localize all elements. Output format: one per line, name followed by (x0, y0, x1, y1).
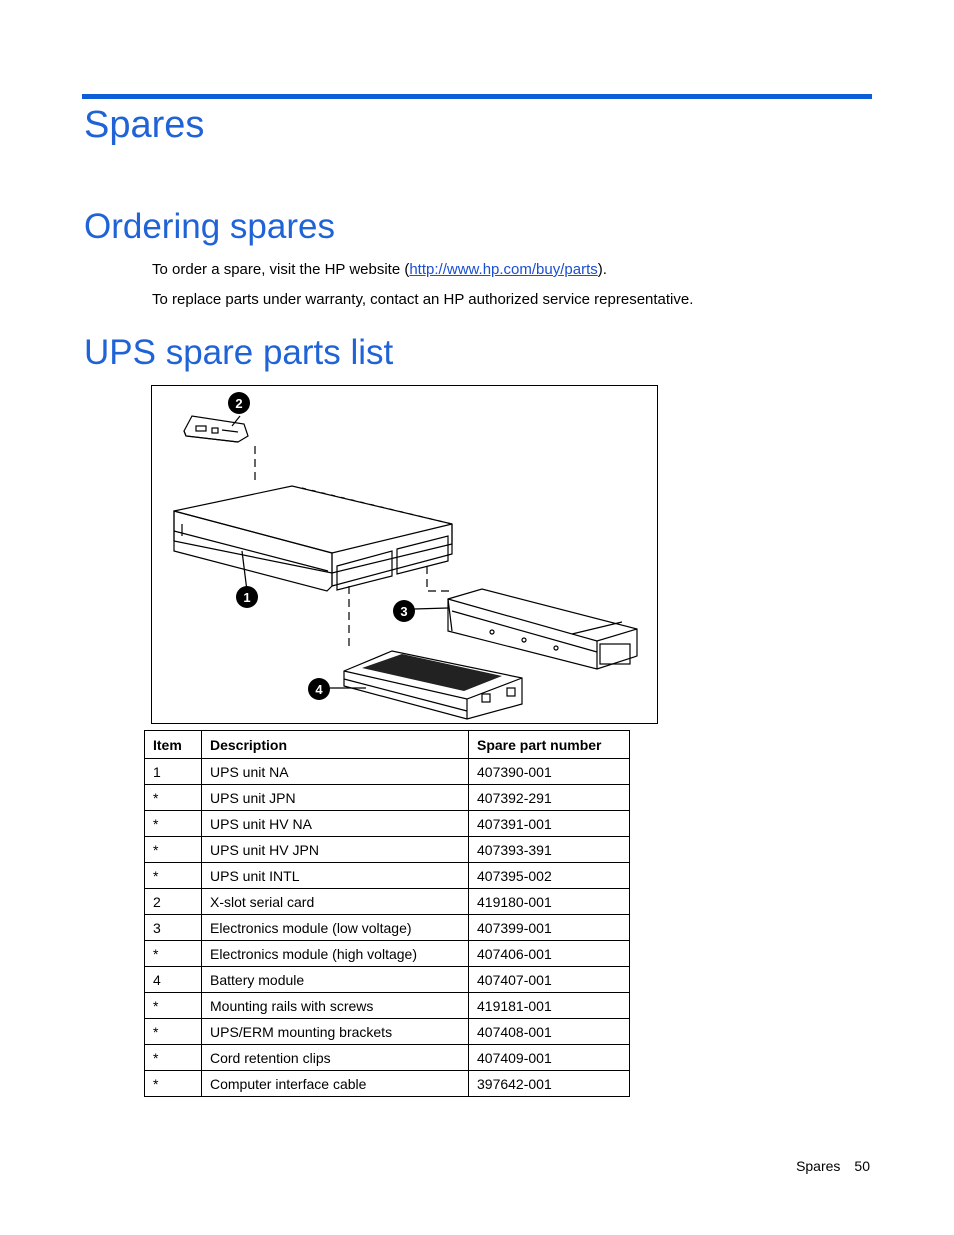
table-row (145, 1019, 630, 1045)
page-title: Spares (84, 104, 205, 146)
cell-part-number: 419181-001 (469, 993, 630, 1019)
header-description: Description (202, 731, 469, 759)
cell-item: * (145, 993, 202, 1019)
ups-diagram-svg (152, 386, 657, 723)
battery-module-drawing (344, 651, 522, 719)
section-title-ups: UPS spare parts list (84, 333, 394, 372)
cell-description: UPS unit JPN (202, 785, 469, 811)
cell-description: Electronics module (low voltage) (202, 915, 469, 941)
callout-4 (308, 678, 330, 700)
callout-3-label: 3 (400, 604, 408, 619)
cell-part-number: 419180-001 (469, 889, 630, 915)
footer-page-number: 50 (854, 1158, 870, 1174)
cell-item: * (145, 863, 202, 889)
table-row (145, 993, 630, 1019)
table-row (145, 837, 630, 863)
warranty-paragraph: To replace parts under warranty, contact an HP authorized service representative. (152, 291, 694, 308)
cell-item: * (145, 1045, 202, 1071)
electronics-module-drawing (448, 589, 637, 669)
cell-description: UPS unit NA (202, 759, 469, 785)
callout-3 (393, 600, 415, 622)
cell-item: 4 (145, 967, 202, 993)
cell-item: * (145, 1071, 202, 1097)
section-title-ordering: Ordering spares (84, 207, 335, 246)
ups-exploded-diagram (151, 385, 658, 724)
cell-item: * (145, 785, 202, 811)
cell-item: 2 (145, 889, 202, 915)
table-row (145, 811, 630, 837)
cell-item: * (145, 837, 202, 863)
ordering-text-after: ). (597, 261, 607, 278)
page-footer (796, 1158, 870, 1174)
callout-1-label: 1 (243, 590, 251, 605)
spare-parts-table (144, 730, 630, 1097)
cell-item: * (145, 941, 202, 967)
table-header-row (145, 731, 630, 759)
cell-description: UPS unit HV NA (202, 811, 469, 837)
cell-part-number: 407395-002 (469, 863, 630, 889)
cell-description: UPS unit HV JPN (202, 837, 469, 863)
cell-description: X-slot serial card (202, 889, 469, 915)
cell-item: 3 (145, 915, 202, 941)
cell-part-number: 407391-001 (469, 811, 630, 837)
cell-description: Cord retention clips (202, 1045, 469, 1071)
cell-part-number: 407408-001 (469, 1019, 630, 1045)
table-row (145, 785, 630, 811)
cell-description: UPS/ERM mounting brackets (202, 1019, 469, 1045)
footer-section: Spares (796, 1158, 841, 1174)
table-row (145, 941, 630, 967)
cell-description: UPS unit INTL (202, 863, 469, 889)
cell-description: Electronics module (high voltage) (202, 941, 469, 967)
cell-description: Mounting rails with screws (202, 993, 469, 1019)
table-row (145, 1045, 630, 1071)
table-row (145, 759, 630, 785)
cell-part-number: 407390-001 (469, 759, 630, 785)
table-row (145, 889, 630, 915)
cell-description: Computer interface cable (202, 1071, 469, 1097)
cell-part-number: 407407-001 (469, 967, 630, 993)
table-row (145, 967, 630, 993)
header-rule (82, 94, 872, 99)
xslot-card-drawing (184, 416, 248, 442)
table-row (145, 1071, 630, 1097)
table-row (145, 915, 630, 941)
ordering-paragraph (152, 261, 607, 278)
cell-description: Battery module (202, 967, 469, 993)
ups-chassis-drawing (174, 486, 452, 591)
cell-part-number: 407399-001 (469, 915, 630, 941)
cell-part-number: 407409-001 (469, 1045, 630, 1071)
cell-item: 1 (145, 759, 202, 785)
hp-parts-link[interactable]: http://www.hp.com/buy/parts (409, 261, 598, 278)
cell-item: * (145, 811, 202, 837)
callout-2 (228, 392, 250, 414)
callout-2-label: 2 (235, 396, 243, 411)
cell-part-number: 407406-001 (469, 941, 630, 967)
table-row (145, 863, 630, 889)
callout-1 (236, 586, 258, 608)
cell-part-number: 397642-001 (469, 1071, 630, 1097)
cell-part-number: 407392-291 (469, 785, 630, 811)
header-item: Item (145, 731, 202, 759)
cell-item: * (145, 1019, 202, 1045)
cell-part-number: 407393-391 (469, 837, 630, 863)
ordering-text-before: To order a spare, visit the HP website ( (152, 261, 410, 278)
header-part-number: Spare part number (469, 731, 630, 759)
callout-4-label: 4 (315, 682, 323, 697)
